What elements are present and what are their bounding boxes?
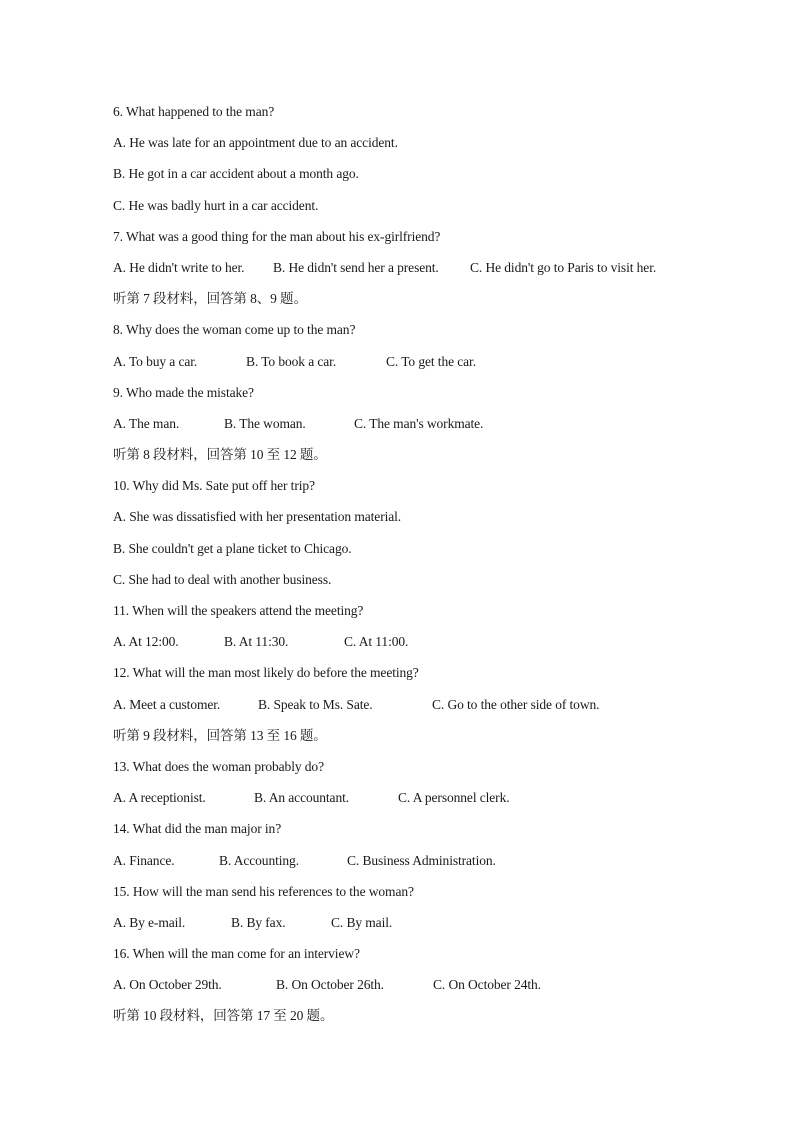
- question-15-option-a: A. By e-mail.: [113, 914, 186, 930]
- question-9-options: [113, 413, 713, 444]
- question-8-option-c: C. To get the car.: [386, 353, 476, 369]
- question-10-option-a: A. She was dissatisfied with her presentation material.: [113, 509, 402, 525]
- question-10-option-c: C. She had to deal with another business.: [113, 571, 332, 587]
- question-12-option-c: C. Go to the other side of town.: [432, 696, 600, 712]
- question-10-option-b: B. She couldn't get a plane ticket to Chicago.: [113, 540, 352, 556]
- question-8: 8. Why does the woman come up to the man?: [113, 322, 356, 338]
- question-9-option-c: C. The man's workmate.: [354, 415, 484, 431]
- question-16-options: [113, 974, 713, 1005]
- question-7-option-c: C. He didn't go to Paris to visit her.: [470, 259, 657, 275]
- question-15-options: [113, 912, 713, 943]
- question-13-option-a: A. A receptionist.: [113, 790, 206, 806]
- question-7-option-a: A. He didn't write to her.: [113, 259, 245, 275]
- question-11-option-c: C. At 11:00.: [344, 634, 409, 650]
- question-16-option-a: A. On October 29th.: [113, 977, 222, 993]
- question-16: 16. When will the man come for an interview?: [113, 946, 360, 962]
- question-7-options: [113, 257, 713, 288]
- question-8-option-b: B. To book a car.: [246, 353, 337, 369]
- section-heading-10: 听第 10 段材料，回答第 17 至 20 题。: [113, 1008, 334, 1024]
- question-14-options: [113, 850, 713, 881]
- question-9: 9. Who made the mistake?: [113, 384, 254, 400]
- question-16-option-b: B. On October 26th.: [276, 977, 384, 993]
- exam-page: [113, 101, 713, 1037]
- question-15: 15. How will the man send his references to the woman?: [113, 883, 414, 899]
- question-7: 7. What was a good thing for the man about his ex-girlfriend?: [113, 228, 441, 244]
- question-12-options: [113, 694, 713, 725]
- question-13-option-b: B. An accountant.: [254, 790, 350, 806]
- question-12: 12. What will the man most likely do before the meeting?: [113, 665, 419, 681]
- question-6: 6. What happened to the man?: [113, 104, 275, 119]
- question-16-option-c: C. On October 24th.: [433, 977, 541, 993]
- question-14-option-a: A. Finance.: [113, 852, 175, 868]
- question-8-option-a: A. To buy a car.: [113, 353, 198, 369]
- question-6-option-a: A. He was late for an appointment due to an accident.: [113, 135, 398, 151]
- question-15-option-c: C. By mail.: [331, 914, 393, 930]
- question-6-option-c: C. He was badly hurt in a car accident.: [113, 197, 319, 213]
- question-11: 11. When will the speakers attend the meeting?: [113, 603, 364, 618]
- question-13-option-c: C. A personnel clerk.: [398, 790, 510, 806]
- question-8-options: [113, 351, 713, 382]
- question-14-option-b: B. Accounting.: [219, 852, 299, 868]
- question-12-option-a: A. Meet a customer.: [113, 696, 221, 712]
- question-9-option-a: A. The man.: [113, 415, 180, 431]
- question-14-option-c: C. Business Administration.: [347, 852, 496, 868]
- question-9-option-b: B. The woman.: [224, 415, 306, 431]
- question-7-option-b: B. He didn't send her a present.: [273, 259, 439, 275]
- question-11-options: [113, 631, 713, 662]
- section-heading-8: 听第 8 段材料，回答第 10 至 12 题。: [113, 447, 327, 463]
- question-13: 13. What does the woman probably do?: [113, 758, 324, 774]
- question-6-option-b: B. He got in a car accident about a month ago.: [113, 166, 359, 182]
- question-15-option-b: B. By fax.: [231, 914, 286, 930]
- question-14: 14. What did the man major in?: [113, 821, 282, 837]
- section-heading-9: 听第 9 段材料，回答第 13 至 16 题。: [113, 727, 327, 743]
- section-heading-7: 听第 7 段材料，回答第 8、9 题。: [113, 291, 307, 307]
- question-13-options: [113, 787, 713, 818]
- question-10: 10. Why did Ms. Sate put off her trip?: [113, 478, 315, 494]
- question-12-option-b: B. Speak to Ms. Sate.: [258, 696, 373, 712]
- question-11-option-a: A. At 12:00.: [113, 634, 179, 650]
- question-11-option-b: B. At 11:30.: [224, 634, 289, 650]
